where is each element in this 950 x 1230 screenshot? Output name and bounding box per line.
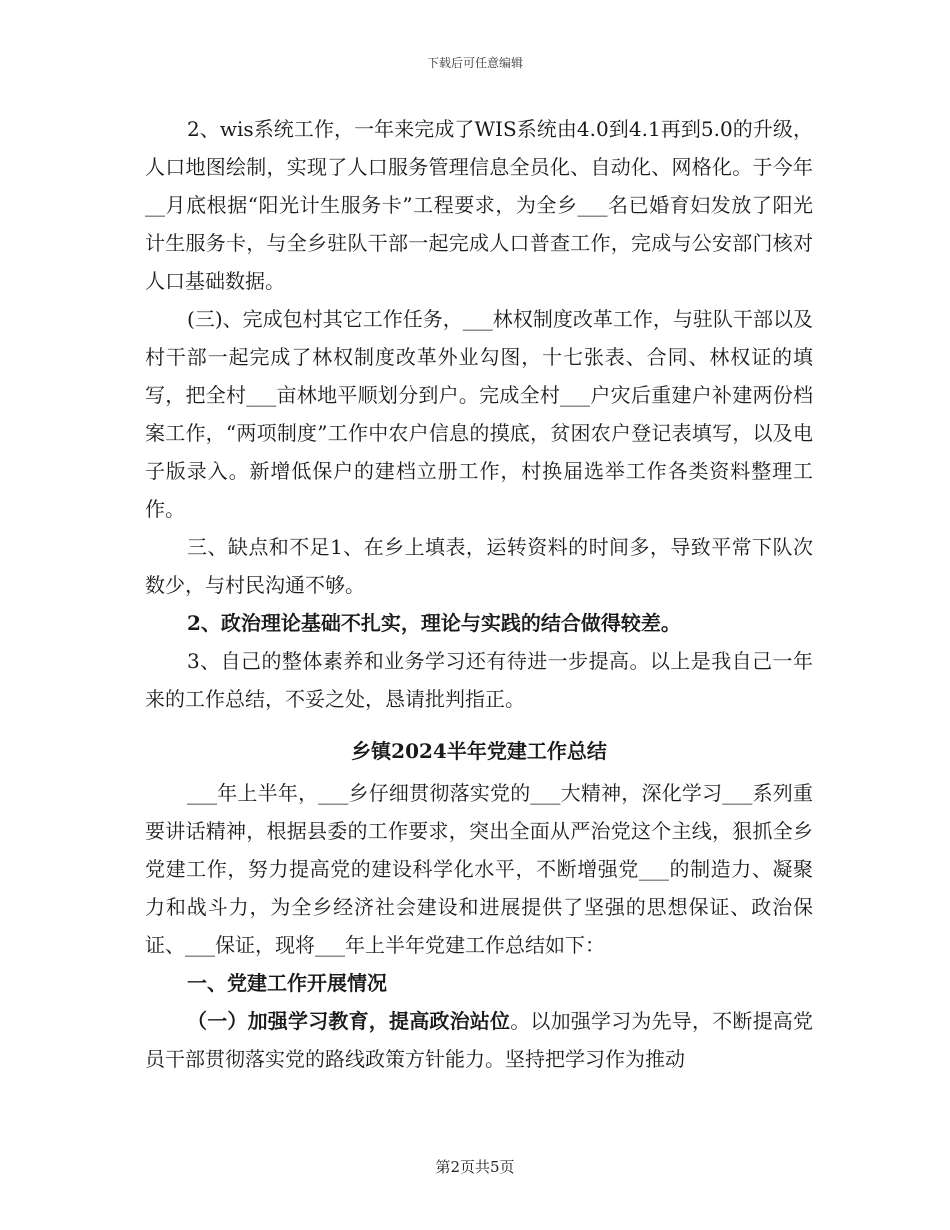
study-education-lead: （一）加强学习教育，提高政治站位 xyxy=(187,1009,511,1033)
paragraph-village-tasks: (三)、完成包村其它工作任务，___林权制度改革工作，与驻队干部以及村干部一起完成了林权制度改革外业勾图，十七张表、合同、林权证的填写，把全村___亩林地平顺划分到户。完成全村___户灾后重建户补建两份档案工作，“两项制度”工作中农户信息的摸底，贫困农户登记表填写，以及电子版录入。新增低保户的建档立册工作，村换届选举工作各类资料整理工作。 xyxy=(145,307,813,521)
paragraph-half-year-intro: ___年上半年，___乡仔细贯彻落实党的___大精神，深化学习___系列重要讲话精神，根据县委的工作要求，突出全面从严治党这个主线，狠抓全乡党建工作，努力提高党的建设科学化水平，不断增强党___的制造力、凝聚力和战斗力，为全乡经济社会建设和进展提供了坚强的思想保证、政治保证、___保证，现将___年上半年党建工作总结如下： xyxy=(145,781,813,957)
study-education-text: 。以加强学习为先导，不断提高党员干部贯彻落实党的路线政策方针能力。坚持把学习作为推动 xyxy=(145,1009,814,1071)
paragraph-self-improvement: 3、自己的整体素养和业务学习还有待进一步提高。以上是我自己一年来的工作总结，不妥之处，恳请批判指正。 xyxy=(145,649,813,711)
document-body xyxy=(145,110,813,1078)
page-number: 第2页共5页 xyxy=(435,1158,515,1176)
section-title: 乡镇2024半年党建工作总结 xyxy=(351,739,607,763)
paragraph-study-education xyxy=(145,1002,813,1078)
paragraph-shortcomings: 三、缺点和不足1、在乡上填表，运转资料的时间多，导致平常下队次数少，与村民沟通不够。 xyxy=(145,535,813,597)
heading-party-work-status: 一、党建工作开展情况 xyxy=(187,971,387,995)
paragraph-theory-weak: 2、政治理论基础不扎实，理论与实践的结合做得较差。 xyxy=(187,611,681,635)
paragraph-wis-system: 2、wis系统工作，一年来完成了WIS系统由4.0到4.1再到5.0的升级，人口地图绘制，实现了人口服务管理信息全员化、自动化、网格化。于今年__月底根据“阳光计生服务卡”工程要求，为全乡___名已婚育妇发放了阳光计生服务卡，与全乡驻队干部一起完成人口普查工作，完成与公安部门核对人口基础数据。 xyxy=(145,117,813,293)
page-header-note: 下载后可任意编辑 xyxy=(426,56,523,70)
